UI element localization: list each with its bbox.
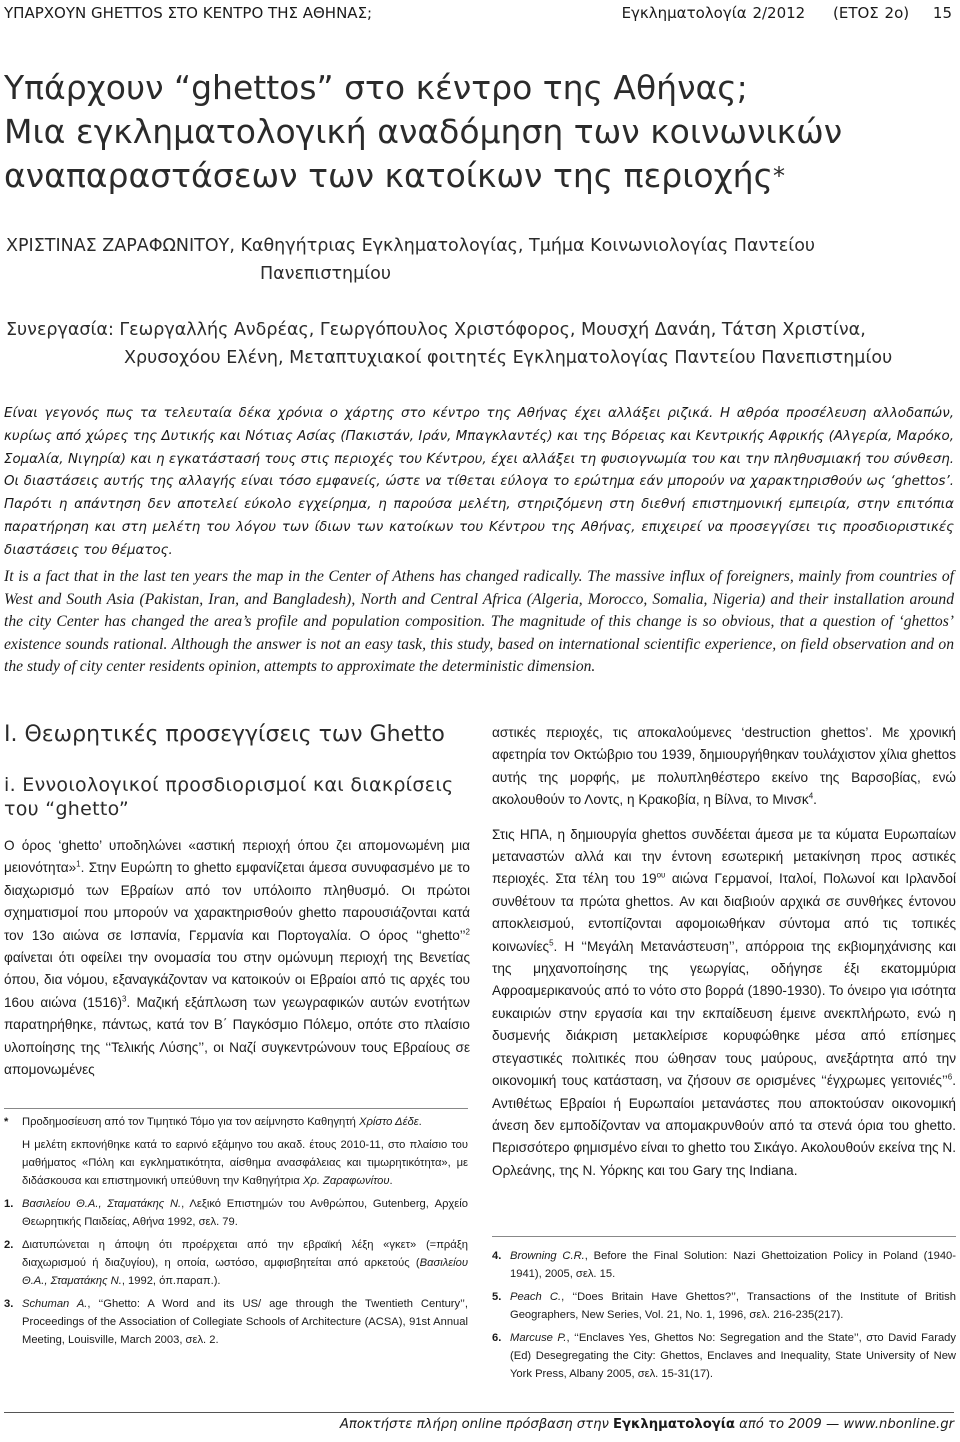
collaborators xyxy=(6,316,956,372)
footnote xyxy=(4,1136,468,1190)
text-run: , Λεξικό Επιστημών του Ανθρώπου, Gutenberg, Αρχείο Θεωρητικής Παιδείας, Αθήνα 1992, σελ. 79. xyxy=(22,1198,468,1228)
left-column xyxy=(4,722,470,1081)
text-run: . Μαζική εξάπλωση των γεωγραφικών αυτών ενοτήτων παρατηρήθηκε, πάντως, κατά τον Β΄ Παγκόσμιο Πόλεμο, οπότε στο πλαίσιο υλοποίησης της ‘‘Τελικής Λύσης’’, οι Ναζί συγκεντρώνουν τους Εβραίους σε απομονωμένες xyxy=(4,994,470,1078)
text-run: Ο όρος ‘ghetto’ υποδηλώνει «αστική περιοχή όπου ζει απομονωμένη μια μειονότητα» xyxy=(4,838,470,876)
title-line-3: αναπαραστάσεων των κατοίκων της περιοχής xyxy=(4,156,773,195)
footer-journal: Εγκληματολογία xyxy=(613,1417,735,1432)
article-title xyxy=(4,66,954,198)
footnote-number: 4. xyxy=(492,1250,502,1262)
text-run: Στις ΗΠΑ, η δημιουργία ghettos συνδέεται άμεσα με τα κύματα Ευρωπαίων μεταναστών αλλά και την έντονη εσωτερική μετακίνηση προς αστικές περιοχές. Στα τέλη του 19 xyxy=(492,826,956,887)
footnote xyxy=(4,1195,468,1231)
footnote-number: 6. xyxy=(492,1332,502,1344)
text-run: , ‘‘Does Britain Have Ghettos?’’, Transactions of the Institute of British Geographers, New Series, Vol. 21, No. 1, 1996, σελ. 216-235(217). xyxy=(510,1291,956,1321)
text-run: , 1992, όπ.παραπ.). xyxy=(121,1275,221,1287)
text-run: . xyxy=(813,792,817,808)
footnotes-left xyxy=(4,1108,468,1354)
footnote-text xyxy=(22,1295,468,1349)
text-run-italic: Χρ. Ζαραφωνίτου xyxy=(302,1175,390,1187)
page-footer xyxy=(4,1412,954,1432)
subsection-heading: i. Εννοιολογικοί προσδιορισμοί και διακρίσεις του “ghetto” xyxy=(4,774,454,820)
footnote-text xyxy=(22,1236,468,1290)
title-line-1: Υπάρχουν “ghettos” στο κέντρο της Αθήνας; xyxy=(4,68,748,107)
footnote-text xyxy=(22,1113,468,1131)
footnote-ref: 2 xyxy=(465,927,470,937)
text-run: Η μελέτη εκπονήθηκε κατά το εαρινό εξάμηνο του ακαδ. έτους 2010-11, στο πλαίσιο του μαθήματος «Πόλη και εγκληματικότητα, αίσθημα ανασφάλειας και τιμωρητικότητα», με διδάσκουσα και επιστημονική υπεύθυνη την Καθηγήτρια xyxy=(22,1139,468,1187)
text-run-italic: Χρίστο Δέδε xyxy=(359,1116,419,1128)
footnote-number: 2. xyxy=(4,1239,14,1251)
journal-name: Εγκληματολογία 2/2012 xyxy=(621,4,806,22)
footnotes-right xyxy=(492,1236,956,1388)
footnote xyxy=(492,1329,956,1383)
footnote xyxy=(492,1288,956,1324)
footer-prefix: Αποκτήστε πλήρη online πρόσβαση στην xyxy=(339,1417,614,1432)
author-line xyxy=(6,232,906,288)
author-line-1: ΧΡΙΣΤΙΝΑΣ ΖΑΡΑΦΩΝΙΤΟΥ, Καθηγήτριας Εγκληματολογίας, Τμήμα Κοινωνιολογίας Παντείου xyxy=(6,236,816,256)
footnote-ref: 5 xyxy=(549,938,554,948)
text-run: Διατυπώνεται η άποψη ότι προέρχεται από την εβραϊκή λέξη «γκετ» (=πράξη διαχωρισμού ή διαζυγίου), η οποία, ωστόσο, αμφισβητείται από αρκετούς ( xyxy=(22,1239,468,1269)
footnote-ref: 3 xyxy=(122,994,127,1004)
left-body-paragraph xyxy=(4,835,470,1081)
text-run: , ‘‘Ghetto: A Word and its US/ age through the Twentieth Century’’, Proceedings of the Association of Collegiate Schools of Architecture (ACSA), 91st Annual Meeting, Louisville, March 2003, σελ. 2. xyxy=(22,1298,468,1346)
text-run: . xyxy=(418,1116,422,1128)
journal-issue xyxy=(622,4,952,22)
text-run: , ‘‘Enclaves Yes, Ghettos No: Segregation and the State’’, στο David Farady (Ed) Desegregating the City: Ghettos, Enclaves and Inequality, State University of New York Press, Albany 2005, σελ. 15-31(17). xyxy=(510,1332,956,1380)
footnote-ref: 6 xyxy=(947,1072,953,1082)
text-run-italic: Marcuse P. xyxy=(510,1332,567,1344)
footnote-text xyxy=(510,1247,956,1283)
text-run: . Στην Ευρώπη το ghetto εμφανίζεται άμεσα συνυφασμένο με το διαχωρισμό των Εβραίων από τον υπόλοιπο πληθυσμό. Οι πρώτοι σχηματισμοί που μπορούν να χαρακτηρισθούν ghetto παρουσιάζονται κατά τον 13ο αιώνα σε Ισπανία, Γερμανία και Πορτογαλία. Ο όρος ‘‘ghetto’’ xyxy=(4,860,470,943)
text-run: Προδημοσίευση από τον Τιμητικό Τόμο για τον αείμνηστο Καθηγητή xyxy=(22,1116,360,1128)
footnote-number: 1. xyxy=(4,1198,14,1210)
footnote-number: * xyxy=(4,1116,9,1128)
running-title: ΥΠΑΡΧΟΥΝ GHETTOS ΣΤΟ ΚΕΝΤΡΟ ΤΗΣ ΑΘΗΝΑΣ; xyxy=(4,4,373,22)
text-run-italic: Peach C. xyxy=(510,1291,562,1303)
running-header xyxy=(4,4,952,24)
footnote xyxy=(4,1113,468,1131)
footnote xyxy=(492,1247,956,1283)
section-heading: I. Θεωρητικές προσεγγίσεις των Ghetto xyxy=(4,722,445,747)
right-column xyxy=(492,722,956,1182)
footnote-text xyxy=(22,1195,468,1231)
text-run: φαίνεται ότι οφείλει την ονομασία του στην ομώνυμη περιοχή της Βενετίας όπου, δια νόμου, εξαναγκάζονταν να κατοικούν οι Εβραίοι από τις αρχές του 16ου αιώνα (1516) xyxy=(4,950,470,1010)
text-run-italic: Schuman A. xyxy=(22,1298,88,1310)
text-run: . Η ‘‘Μεγάλη Μετανάστευση’’, απόρροια της εκβιομηχάνισης και της μηχανοποίησης της γεωργίας, οδήγησε έξι εκατομμύρια Αφροαμερικανούς από το νότο στο βορρά (1890-1930). Το όνειρο για ισότητα ευκαιριών στην εργασία και την εκπαίδευση έμεινε ανεκπλήρωτο, ενώ η δυσμενής διάκριση μετακλείρισε κορυφώθηκε μέσα από επίσημες στεγαστικές πολιτικές που ώθησαν τους μαύρους, ανεξάρτητα από την οικονομική τους κατάσταση, να ζήσουν σε ορισμένες ‘‘έγχρωμες γειτονιές’’ xyxy=(492,938,956,1089)
abstract-greek: Είναι γεγονός πως τα τελευταία δέκα χρόνια ο χάρτης στο κέντρο της Αθήνας έχει αλλάξει ριζικά. Η αθρόα προσέλευση αλλοδαπών, κυρίως από χώρες της Δυτικής και Νότιας Ασίας (Πακιστάν, Ιράν, Μπαγκλαντές) και της Βόρειας και Κεντρικής Αφρικής (Αλγερία, Μαρόκο, Σομαλία, Νιγηρία) και η εγκατάστασή τους στις περιοχές του Κέντρου, έχει αλλάξει τη φυσιογνωμία του και την πληθυσμιακή του σύνθεση. Οι διαστάσεις αυτής της αλλαγής είναι τόσο εμφανείς, ώστε να τίθεται εύλογα το ερώτημα εάν μπορούν να χαρακτηρισθούν ως ‘ghettos’. Παρότι η απάντηση δεν αποτελεί εύκολο εγχείρημα, η παρούσα μελέτη, στηριζόμενη στη διεθνή επιστημονική εμπειρία, στην επιτόπια παρατήρηση και στη μελέτη του λόγου των ίδιων των κατοίκων του Κέντρου της Αθήνας, επιχειρεί να προσεγγίσει τις προσδιοριστικές διαστάσεις του θέματος. xyxy=(4,406,954,558)
text-run: αιώνα Γερμανοί, Ιταλοί, Πολωνοί και Ιρλανδοί συνθέτουν τα πρώτα ghettos. Αν και διαβιούν αρχικά σε συνθήκες έντονου αποκλεισμού, εντοπίζονται αφομοιωθήκαν σύντομα από τις τοπικές κοινωνίες xyxy=(492,871,956,954)
title-line-2: Μια εγκληματολογική αναδόμηση των κοινωνικών xyxy=(4,112,843,151)
footnote-text xyxy=(510,1288,956,1324)
page-number: 15 xyxy=(932,4,952,22)
superscript: ου xyxy=(656,870,666,880)
text-run: . xyxy=(389,1175,393,1187)
footnote-number: 5. xyxy=(492,1291,502,1303)
footnote-ref: 4 xyxy=(808,791,814,801)
title-footnote-mark: * xyxy=(772,162,785,190)
text-run-italic: Browning C.R. xyxy=(510,1250,585,1262)
abstract-english: It is a fact that in the last ten years the map in the Center of Athens has changed radically. The massive influx of foreigners, mainly from countries of West and South Asia (Pakistan, Iran, and Bangladesh), North and Central Africa (Algeria, Morocco, Somalia, Nigeria) and their installation around the city Center has changed the area’s profile and population composition. The magnitude of this change is so obvious, that a question of ‘ghettos’ existence sounds rational. Although the answer is not an easy task, this study, based on international scientific experience, on field observation and on the study of city center residents opinion, attempts to approximate the deterministic dimension. xyxy=(4,568,954,676)
footnote-text xyxy=(22,1136,468,1190)
footer-suffix: από το 2009 — www.nbonline.gr xyxy=(734,1417,954,1432)
right-body-paragraph-2 xyxy=(492,824,956,1183)
text-run: , Before the Final Solution: Nazi Ghettoization Policy in Poland (1940- 1941), 2005, σελ. 15. xyxy=(510,1250,956,1280)
right-body-paragraph-1 xyxy=(492,722,956,812)
journal-year: (ΕΤΟΣ 2ο) xyxy=(833,4,910,22)
text-run: αστικές περιοχές, τις αποκαλούμενες ‘destruction ghettos’. Με χρονική αφετηρία τον Οκτώβριο του 1939, δημιουργήθηκαν τουλάχιστον χίλια ghettos αυτής της μορφής, με πολυπληθέστερο εκείνο της Βαρσοβίας, ενώ ακολουθούν το Λοντς, η Κρακοβία, η Βίλνα, το Μινσκ xyxy=(492,725,956,808)
text-run: . Αντιθέτως Εβραίοι ή Ευρωπαίοι μετανάστες που αποκτούσαν οικονομική άνεση δεν εμποδίζονταν να απομακρυνθούν από τα στενά όρια του ghetto. Περισσότερο φημισμένο είναι το ghetto του Σικάγο. Ακολουθούν εκείνα της Ν. Ορλεάνης, της Ν. Υόρκης και του Gary της Indiana. xyxy=(492,1073,956,1178)
author-line-2: Πανεπιστημίου xyxy=(260,264,391,284)
footnote-ref: 1 xyxy=(76,859,81,869)
footnote-number xyxy=(4,1136,22,1190)
footnote-text xyxy=(510,1329,956,1383)
text-run-italic: Βασιλείου Θ.Α., Σταματάκης Ν. xyxy=(22,1198,182,1210)
collaborators-line-1: Συνεργασία: Γεωργαλλής Ανδρέας, Γεωργόπουλος Χριστόφορος, Μουσχή Δανάη, Τάτση Χριστίνα, xyxy=(6,320,866,340)
text-run-italic: Βασιλείου Θ.Α., Σταματάκης Ν. xyxy=(22,1257,468,1287)
collaborators-line-2: Χρυσοχόου Ελένη, Μεταπτυχιακοί φοιτητές Εγκληματολογίας Παντείου Πανεπιστημίου xyxy=(124,348,893,368)
footnote-number: 3. xyxy=(4,1298,14,1310)
footnote xyxy=(4,1295,468,1349)
footnote xyxy=(4,1236,468,1290)
